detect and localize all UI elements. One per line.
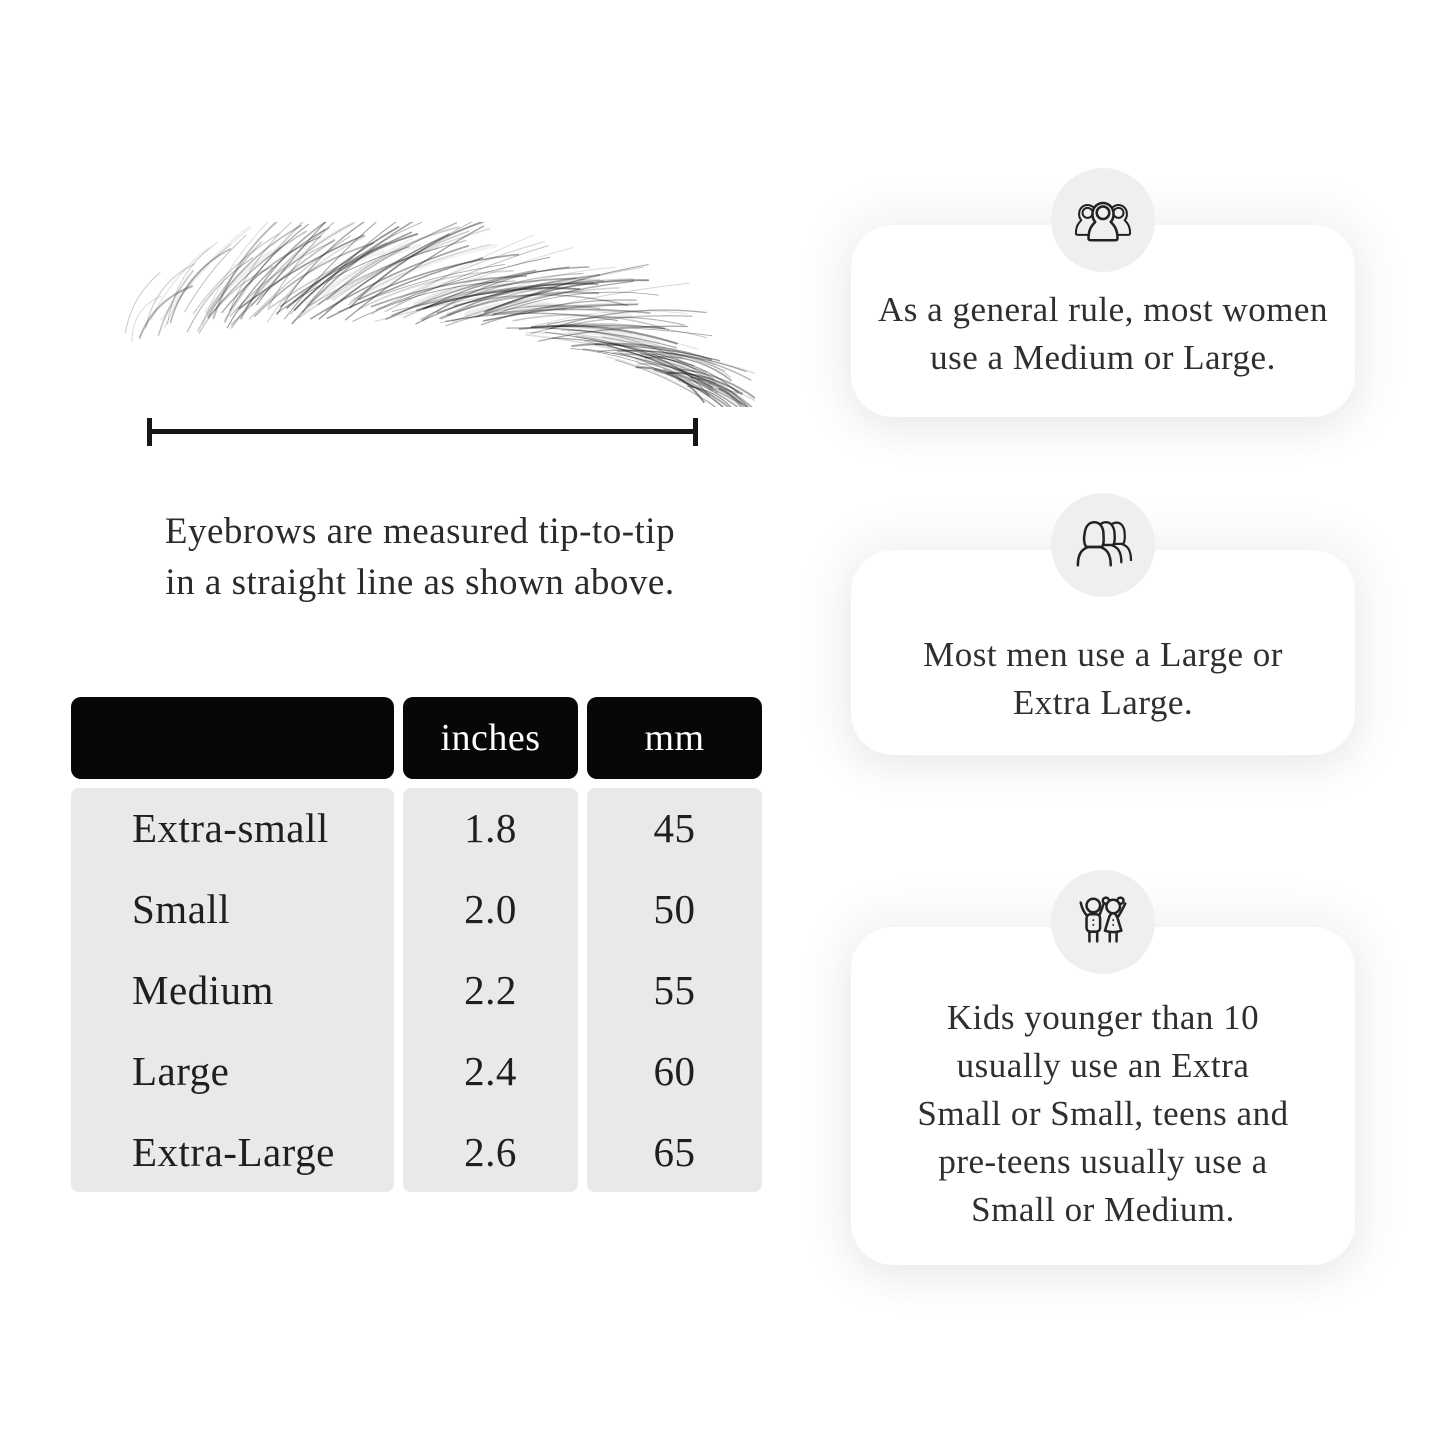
advice-card-women (851, 225, 1355, 417)
card-badge (1051, 870, 1155, 974)
card-text-line: Extra Large. (1012, 683, 1194, 722)
inches-value: 2.2 (464, 966, 517, 1013)
inches-value: 2.0 (464, 886, 517, 933)
card-text-line: usually use an Extra (956, 1046, 1250, 1085)
card-text-line: As a general rule, most women (878, 290, 1328, 329)
size-label: Extra-Large (132, 1128, 335, 1175)
size-table (71, 697, 762, 1192)
advice-card-men (851, 550, 1355, 755)
column-size-labels (71, 788, 394, 1192)
mm-value: 45 (653, 805, 696, 852)
card-text-line: Most men use a Large or (923, 635, 1283, 674)
size-table-header (71, 697, 762, 779)
caption-line-2: in a straight line as shown above. (165, 562, 675, 603)
column-mm-values (587, 788, 762, 1192)
size-label: Large (132, 1047, 230, 1094)
mm-value: 65 (653, 1128, 696, 1175)
men-group-icon (1072, 516, 1134, 574)
measurement-caption (120, 506, 720, 608)
size-label: Small (132, 886, 231, 933)
mm-value: 60 (653, 1047, 696, 1094)
card-text-line: use a Medium or Large. (930, 338, 1276, 377)
inches-value: 2.4 (464, 1047, 517, 1094)
eyebrow-illustration (105, 222, 755, 407)
size-label: Medium (132, 966, 274, 1013)
size-table-body (71, 788, 762, 1192)
measurement-line (147, 418, 698, 446)
header-cell-mm: mm (587, 697, 762, 779)
column-inches-values (403, 788, 578, 1192)
mm-value: 50 (653, 886, 696, 933)
card-text (876, 631, 1330, 727)
header-cell-inches: inches (403, 697, 578, 779)
card-badge (1051, 493, 1155, 597)
header-cell-size (71, 697, 394, 779)
mm-value: 55 (653, 966, 696, 1013)
caption-line-1: Eyebrows are measured tip-to-tip (164, 511, 676, 552)
card-text-line: Kids younger than 10 (946, 998, 1260, 1037)
advice-card-kids (851, 927, 1355, 1265)
card-text-line: Small or Medium. (971, 1190, 1235, 1229)
inches-value: 1.8 (464, 805, 517, 852)
inches-value: 2.6 (464, 1128, 517, 1175)
card-badge (1051, 168, 1155, 272)
kids-icon (1072, 891, 1134, 953)
card-text-line: pre-teens usually use a (938, 1142, 1268, 1181)
card-text (876, 994, 1330, 1234)
card-text (876, 286, 1330, 382)
measurement-line-bar (152, 429, 693, 434)
women-group-icon (1072, 191, 1134, 249)
card-text-line: Small or Small, teens and (917, 1094, 1289, 1133)
size-label: Extra-small (132, 805, 329, 852)
